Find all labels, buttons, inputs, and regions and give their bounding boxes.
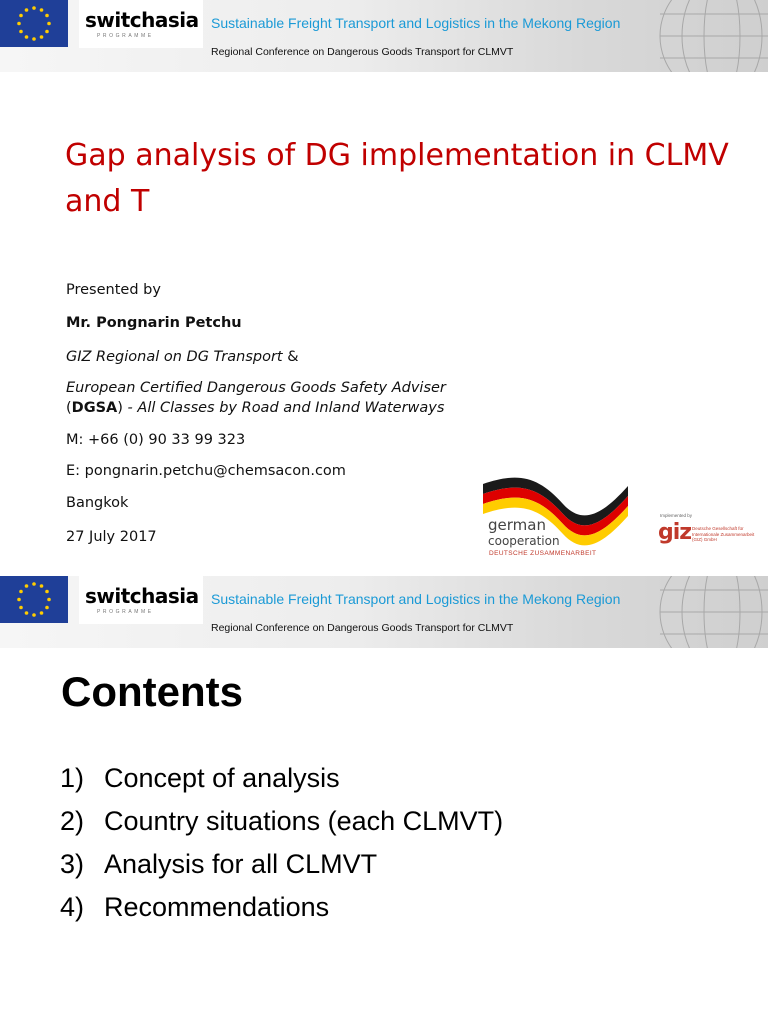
list-item-label: Recommendations bbox=[104, 892, 330, 922]
switchasia-logo bbox=[79, 576, 203, 624]
german-cooperation-line1: german bbox=[488, 516, 546, 534]
contents-title: Contents bbox=[61, 668, 243, 715]
banner-title: Sustainable Freight Transport and Logistics in the Mekong Region bbox=[211, 15, 621, 31]
switchasia-wordmark: switchasia bbox=[85, 8, 199, 32]
list-item-label: Concept of analysis bbox=[104, 763, 340, 793]
switchasia-wordmark: switchasia bbox=[85, 584, 199, 608]
list-item-number: 3) bbox=[60, 849, 85, 879]
presenter-role-giz bbox=[66, 349, 299, 365]
mobile-number: M: +66 (0) 90 33 99 323 bbox=[66, 432, 246, 448]
list-item bbox=[60, 846, 503, 889]
role-ampersand: & bbox=[287, 349, 299, 365]
paren-close: ) bbox=[117, 400, 123, 416]
list-item-number: 4) bbox=[60, 892, 85, 922]
list-item-number: 1) bbox=[60, 763, 85, 793]
date: 27 July 2017 bbox=[66, 529, 157, 545]
switchasia-logo bbox=[79, 0, 203, 48]
list-item bbox=[60, 803, 503, 846]
eu-flag-icon bbox=[0, 576, 68, 623]
list-item bbox=[60, 889, 503, 932]
switchasia-subtitle: PROGRAMME bbox=[97, 33, 154, 39]
presenter-role-dgsa-line1: European Certified Dangerous Goods Safety Adviser bbox=[66, 380, 446, 396]
banner-subtitle: Regional Conference on Dangerous Goods Transport for CLMVT bbox=[211, 622, 514, 634]
giz-implemented-by: Implemented by bbox=[660, 513, 693, 518]
dgsa-abbr: DGSA bbox=[71, 400, 118, 416]
banner-subtitle: Regional Conference on Dangerous Goods Transport for CLMVT bbox=[211, 46, 514, 58]
role-giz-text: GIZ Regional on DG Transport bbox=[66, 349, 283, 365]
german-cooperation-line3: DEUTSCHE ZUSAMMENARBEIT bbox=[489, 550, 597, 557]
switchasia-subtitle: PROGRAMME bbox=[97, 609, 154, 615]
header-banner-2 bbox=[0, 576, 768, 648]
dgsa-rest: - All Classes by Road and Inland Waterways bbox=[122, 400, 445, 416]
list-item-label: Country situations (each CLMVT) bbox=[104, 806, 504, 836]
presenter-name: Mr. Pongnarin Petchu bbox=[66, 315, 242, 331]
eu-flag-icon bbox=[0, 0, 68, 47]
contents-slide bbox=[0, 576, 768, 1024]
paren-open: ( bbox=[66, 400, 72, 416]
email-address: E: pongnarin.petchu@chemsacon.com bbox=[66, 463, 346, 479]
german-cooperation-line2: cooperation bbox=[488, 534, 560, 548]
giz-description: Deutsche Gesellschaft für Internationale Zusammenarbeit (GIZ) GmbH bbox=[692, 526, 755, 542]
banner-title: Sustainable Freight Transport and Logistics in the Mekong Region bbox=[211, 591, 621, 607]
globe-grid-icon bbox=[640, 0, 768, 72]
slide-title: Gap analysis of DG implementation in CLMV and T bbox=[65, 138, 729, 219]
header-banner bbox=[0, 0, 768, 72]
list-item bbox=[60, 760, 503, 803]
contents-list bbox=[60, 760, 503, 932]
list-item-label: Analysis for all CLMVT bbox=[104, 849, 378, 879]
giz-logo: giz bbox=[658, 520, 692, 545]
list-item-number: 2) bbox=[60, 806, 85, 836]
presented-by-label: Presented by bbox=[66, 282, 161, 298]
city: Bangkok bbox=[66, 495, 129, 511]
globe-grid-icon bbox=[640, 576, 768, 648]
presenter-role-dgsa-line2 bbox=[66, 400, 444, 416]
